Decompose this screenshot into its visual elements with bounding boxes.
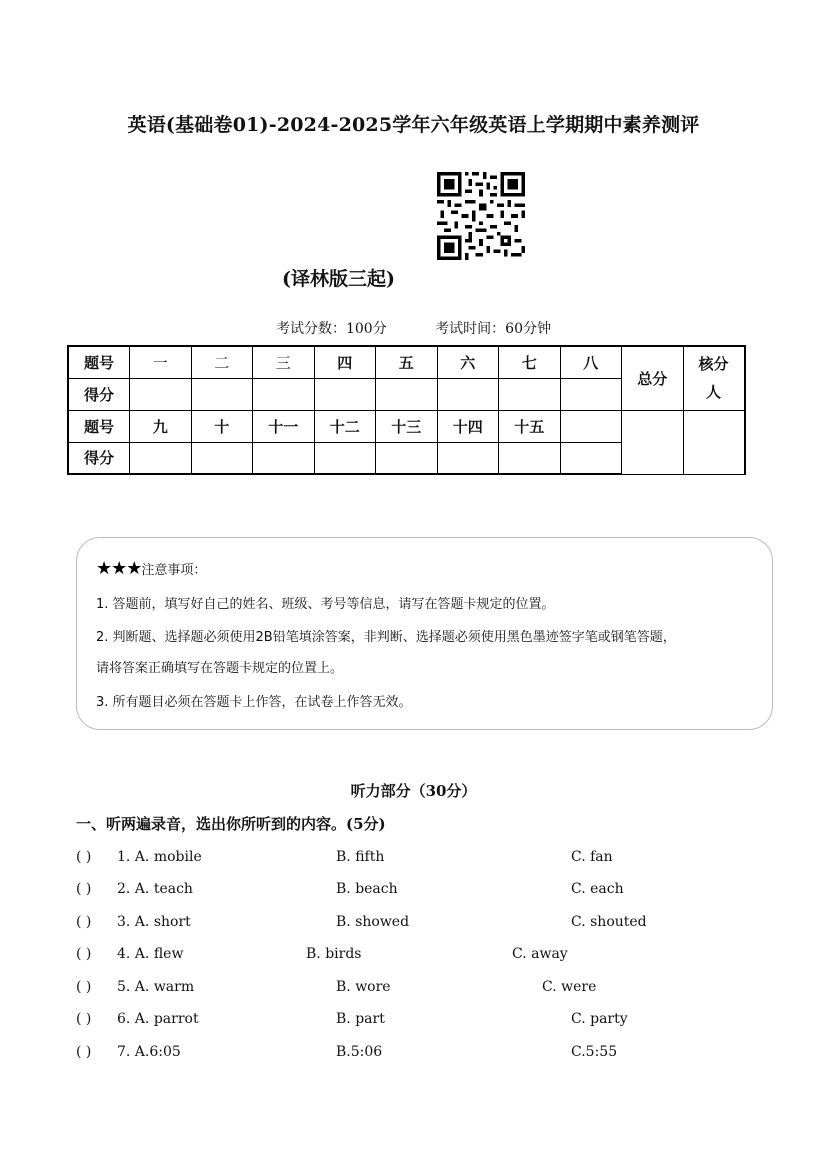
score-cell[interactable] — [130, 378, 192, 410]
score-table — [67, 345, 746, 475]
question-number: 十二 — [314, 410, 376, 442]
row-label-number: 题号 — [68, 410, 130, 442]
option-c: C. party — [571, 1011, 628, 1027]
answer-blank[interactable]: ( ) — [76, 849, 92, 865]
option-b: B. beach — [336, 881, 398, 897]
option-a: 4. A. flew — [117, 946, 184, 962]
option-a: 6. A. parrot — [117, 1011, 199, 1027]
row-label-score: 得分 — [68, 442, 130, 474]
option-c: C. each — [571, 881, 624, 897]
score-cell[interactable] — [437, 378, 499, 410]
option-b: B. birds — [306, 946, 362, 962]
question-number: 八 — [560, 346, 622, 378]
row-label-score: 得分 — [68, 378, 130, 410]
page-title: 英语(基础卷01)-2024-2025学年六年级英语上学期期中素养测评 — [127, 114, 700, 136]
answer-blank[interactable]: ( ) — [76, 979, 92, 995]
question-number: 七 — [499, 346, 561, 378]
answer-blank[interactable]: ( ) — [76, 1044, 92, 1060]
question-number: 十一 — [253, 410, 315, 442]
option-a: 1. A. mobile — [117, 849, 202, 865]
question-number: 四 — [314, 346, 376, 378]
qr-code-icon — [437, 172, 525, 260]
option-c: C. fan — [571, 849, 613, 865]
option-c: C. shouted — [571, 914, 647, 930]
score-cell[interactable] — [437, 442, 499, 474]
question-number: 十 — [191, 410, 253, 442]
option-a: 3. A. short — [117, 914, 191, 930]
answer-blank[interactable]: ( ) — [76, 1011, 92, 1027]
score-cell[interactable] — [314, 442, 376, 474]
exam-score: 考试分数：100分 — [275, 321, 387, 337]
total-score-header: 总分 — [622, 346, 684, 410]
notice-item: 2. 判断题、选择题必须使用2B铅笔填涂答案，非判断、选择题必须使用黑色墨迹签字笔或钢笔答题， — [96, 630, 676, 645]
row-label-number: 题号 — [68, 346, 130, 378]
option-b: B. showed — [336, 914, 410, 930]
question-number: 五 — [376, 346, 438, 378]
question-title: 一、听两遍录音，选出你所听到的内容。(5分) — [76, 815, 386, 833]
checker-label: 核分人 — [698, 355, 729, 402]
option-b: B.5:06 — [336, 1044, 383, 1060]
question-number: 九 — [130, 410, 192, 442]
score-cell[interactable] — [560, 442, 622, 474]
option-c: C.5:55 — [571, 1044, 618, 1060]
answer-blank[interactable]: ( ) — [76, 914, 92, 930]
question-number: 十三 — [376, 410, 438, 442]
option-b: B. fifth — [336, 849, 385, 865]
score-cell[interactable] — [191, 378, 253, 410]
option-a: 5. A. warm — [117, 979, 195, 995]
score-cell[interactable] — [314, 378, 376, 410]
question-number: 一 — [130, 346, 192, 378]
notice-item: 3. 所有题目必须在答题卡上作答，在试卷上作答无效。 — [96, 695, 412, 710]
question-number: 十五 — [499, 410, 561, 442]
option-c: C. away — [512, 946, 568, 962]
score-cell[interactable] — [191, 442, 253, 474]
answer-blank[interactable]: ( ) — [76, 881, 92, 897]
notice-item: 1. 答题前，填写好自己的姓名、班级、考号等信息，请写在答题卡规定的位置。 — [96, 597, 555, 612]
score-cell[interactable] — [499, 378, 561, 410]
answer-blank[interactable]: ( ) — [76, 946, 92, 962]
option-a: 2. A. teach — [117, 881, 193, 897]
edition-label: (译林版三起) — [282, 268, 395, 290]
checker-cell[interactable] — [683, 410, 745, 474]
score-cell[interactable] — [560, 378, 622, 410]
question-number: 二 — [191, 346, 253, 378]
score-cell[interactable] — [253, 378, 315, 410]
option-c: C. were — [542, 979, 597, 995]
score-cell[interactable] — [376, 378, 438, 410]
score-cell[interactable] — [130, 442, 192, 474]
notice-heading-text: 注意事项： — [141, 563, 207, 578]
score-cell[interactable] — [253, 442, 315, 474]
star-icons: ★★★ — [96, 558, 142, 579]
option-b: B. wore — [336, 979, 391, 995]
option-b: B. part — [336, 1011, 385, 1027]
score-cell[interactable] — [376, 442, 438, 474]
question-number: 三 — [253, 346, 315, 378]
question-number — [560, 410, 622, 442]
question-number: 六 — [437, 346, 499, 378]
notice-item: 请将答案正确填写在答题卡规定的位置上。 — [96, 661, 344, 676]
exam-info — [0, 318, 827, 338]
section-title: 听力部分（30分） — [350, 782, 477, 800]
exam-time: 考试时间：60分钟 — [435, 321, 551, 337]
score-cell[interactable] — [499, 442, 561, 474]
notice-heading — [96, 558, 206, 579]
total-score-cell[interactable] — [622, 410, 684, 474]
option-a: 7. A.6:05 — [117, 1044, 181, 1060]
question-number: 十四 — [437, 410, 499, 442]
checker-header — [683, 346, 745, 410]
